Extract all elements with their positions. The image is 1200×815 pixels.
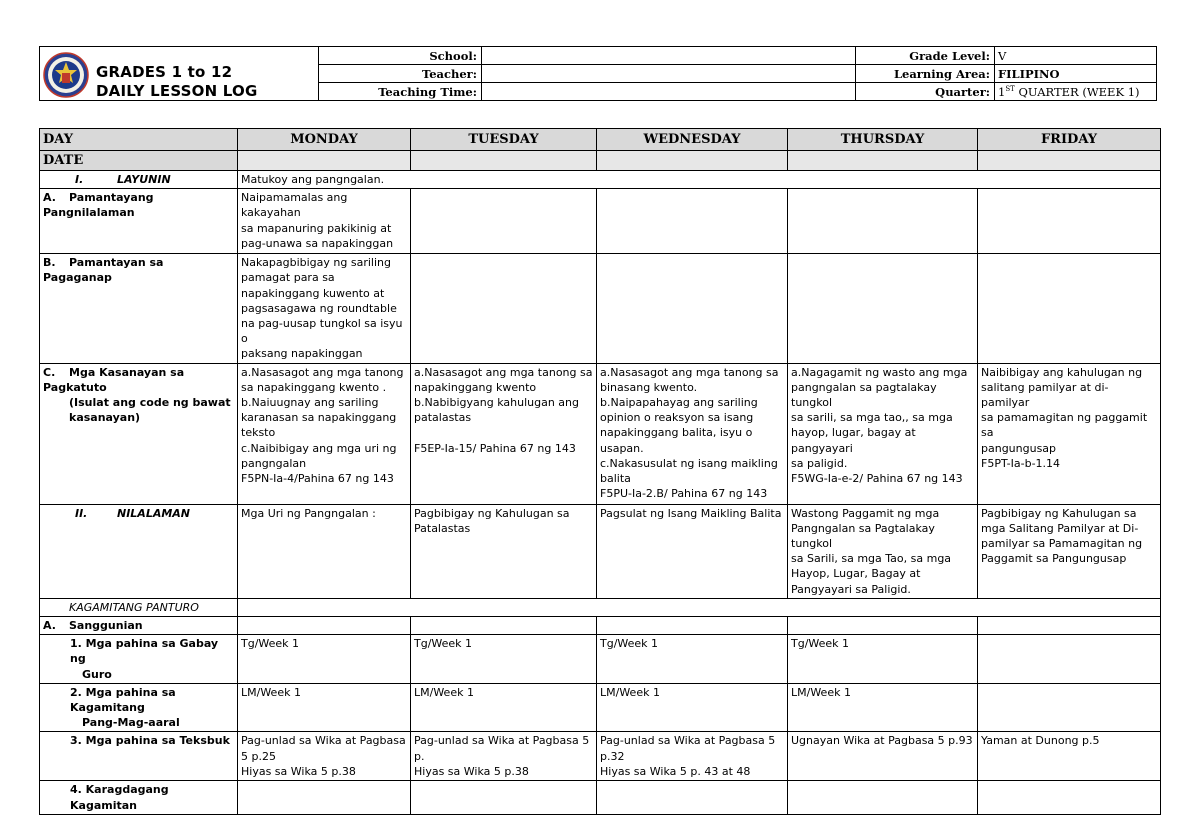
pamantayan-pagganap-monday [238,254,411,363]
pamantayang-pangnilalaman-wednesday [597,189,788,254]
kasanayan-wednesday [597,363,788,504]
cell-line: Pag-unlad sa Wika at Pagbasa 5 [414,734,590,748]
cell-line: F5PN-Ia-4/Pahina 67 ng 143 [241,472,394,486]
karagdagang-row [40,781,1161,814]
kasanayan-tuesday [411,363,597,504]
kagamitang-panturo-row [40,598,1161,616]
cell-line: karanasan sa napakinggang [241,411,397,425]
kasanayan-monday [238,363,411,504]
log-title-grades: GRADES 1 to 12 [96,62,233,81]
karagdagang-monday [238,781,411,814]
cell-line: a.Nasasagot ang mga tanong sa [414,365,593,379]
cell-line: Naipamamalas ang kakayahan [241,191,348,220]
cell-line: 5 p.25 [241,749,276,763]
nilalaman-row [40,504,1161,598]
nilalaman-thursday [788,504,978,598]
sanggunian-tuesday [411,617,597,635]
cell-line: napakinggang kwento [414,380,537,394]
day-label: DAY [40,129,238,151]
cell-line: F5PT-Ia-b-1.14 [981,456,1061,470]
cell-line: p. [414,749,425,763]
karagdagang-label: 4. Karagdagang Kagamitan [40,781,238,814]
cell-line: napakinggang balita, isyu o [600,426,753,440]
date-thursday[interactable] [788,151,978,171]
date-row [40,151,1161,171]
deped-seal-icon [43,52,89,98]
cell-line [414,425,593,440]
cell-line: F5EP-Ia-15/ Pahina 67 ng 143 [414,441,576,455]
layunin-number: I. [75,173,84,186]
cell-line: F5PU-Ia-2.B/ Pahina 67 ng 143 [600,487,768,501]
teacher-label: Teacher: [319,65,482,83]
sanggunian-label [40,617,238,635]
kagamitang-mag-aaral-row [40,683,1161,732]
sanggunian-number: A. [43,619,56,633]
day-tuesday: TUESDAY [411,129,597,151]
teksbuk-wednesday [597,732,788,781]
cell-line: teksto [241,426,276,440]
cell-line: Naibibigay ang kahulugan ng [981,365,1143,379]
cell-line: pangngalan sa pagtalakay tungkol [791,380,937,410]
cell-line: pagsasagawa ng roundtable [241,301,397,315]
cell-line: sa paligid. [791,456,848,470]
sanggunian-friday [978,617,1161,635]
cell-line: c.Naibibigay ang mga uri ng [241,441,397,455]
pamantayang-pangnilalaman-tuesday [411,189,597,254]
grade-level-field[interactable]: V [995,47,1157,65]
cell-line: Patalastas [414,521,471,535]
cell-line: sa sarili, sa mga tao,, sa mga [791,411,953,425]
date-friday[interactable] [978,151,1161,171]
pamantayang-pangnilalaman-row [40,189,1161,254]
cell-line: balita [600,472,631,486]
kagamitang-panturo-value [238,598,1161,616]
kagamitang-mag-aaral-monday: LM/Week 1 [238,683,411,732]
cell-line: Hayop, Lugar, Bagay at [791,567,921,581]
pamantayan-pagganap-label [40,254,238,363]
kasanayan-row [40,363,1161,504]
nilalaman-tuesday [411,504,597,598]
gabay-guro-wednesday: Tg/Week 1 [597,635,788,684]
cell-line: sa pamamagitan ng paggamit sa [981,411,1148,440]
kasanayan-note: kasanayan) [69,411,141,425]
teaching-time-label: Teaching Time: [319,83,482,101]
cell-line: Paggamit sa Pangungusap [981,552,1127,566]
kasanayan-thursday [788,363,978,504]
kagamitang-mag-aaral-tuesday: LM/Week 1 [411,683,597,732]
day-header-row [40,129,1161,151]
karagdagang-thursday [788,781,978,814]
cell-line: mga Salitang Pamilyar at Di- [981,521,1139,535]
day-friday: FRIDAY [978,129,1161,151]
gabay-guro-text: 1. Mga pahina sa Gabay ng [70,637,219,666]
sanggunian-thursday [788,617,978,635]
cell-line: a.Nasasagot ang mga tanong [241,365,404,379]
cell-line: Pag-unlad sa Wika at Pagbasa [241,734,406,748]
cell-line: binasang kwento. [600,380,698,394]
school-label: School: [319,47,482,65]
cell-line: sa napakinggang kwento . [241,380,387,394]
karagdagang-wednesday [597,781,788,814]
school-field[interactable] [482,47,856,65]
nilalaman-friday [978,504,1161,598]
cell-line: Nakapagbibigay ng sariling [241,256,391,270]
sanggunian-row [40,617,1161,635]
grade-level-label: Grade Level: [856,47,995,65]
kagamitang-panturo-label: KAGAMITANG PANTURO [40,598,238,616]
layunin-text: LAYUNIN [117,173,171,186]
cell-line: Pagsulat ng Isang Maikling Balita [600,506,782,520]
cell-line: pangungusap [981,441,1057,455]
cell-line: Pangngalan sa Pagtalakay tungkol [791,521,935,551]
header-table [39,46,1157,101]
date-monday[interactable] [238,151,411,171]
quarter-field[interactable] [995,83,1157,101]
gabay-guro-label [40,635,238,684]
teksbuk-monday [238,732,411,781]
pamantayan-pagganap-row [40,254,1161,363]
cell-line: Yaman at Dunong p.5 [981,734,1100,748]
teksbuk-label: 3. Mga pahina sa Teksbuk [40,732,238,781]
cell-line: Ugnayan Wika at Pagbasa 5 p.93 [791,734,973,748]
cell-line: Hiyas sa Wika 5 p.38 [414,764,529,778]
cell-line: sa mapanuring pakikinig at [241,221,392,235]
gabay-guro-text: Guro [82,667,112,681]
cell-line: pamagat para sa [241,271,335,285]
day-thursday: THURSDAY [788,129,978,151]
learning-area-field[interactable]: FILIPINO [995,65,1157,83]
kagamitang-mag-aaral-thursday: LM/Week 1 [788,683,978,732]
teksbuk-thursday [788,732,978,781]
day-monday: MONDAY [238,129,411,151]
pamantayan-pagganap-text: Pamantayan sa Pagaganap [43,256,164,285]
cell-line: p.32 [600,749,625,763]
pamantayan-pagganap-wednesday [597,254,788,363]
nilalaman-monday [238,504,411,598]
quarter-text: QUARTER (WEEK 1) [1014,84,1140,99]
cell-line: paksang napakinggan [241,347,363,361]
nilalaman-number: II. [75,506,88,520]
kasanayan-note: (Isulat ang code ng bawat [69,396,231,410]
cell-line: na pag-uusap tungkol sa isyu o [241,317,403,346]
quarter-ordinal: ST [1005,84,1015,93]
pamantayang-pangnilalaman-text: Pamantayang Pangnilalaman [43,191,154,220]
kagamitang-mag-aaral-text: 2. Mga pahina sa Kagamitang [70,685,176,715]
kasanayan-friday [978,363,1161,504]
karagdagang-tuesday [411,781,597,814]
cell-line: b.Nabibigyang kahulugan ang [414,396,579,410]
cell-line: b.Naipapahayag ang sariling [600,396,758,410]
cell-line: c.Nakasusulat ng isang maikling [600,456,778,470]
teksbuk-friday [978,732,1161,781]
karagdagang-friday [978,781,1161,814]
cell-line: Wastong Paggamit ng mga [791,506,940,520]
cell-line: pamilyar sa Pamamagitan ng [981,537,1143,551]
lesson-log-table [39,128,1161,815]
pamantayang-pangnilalaman-thursday [788,189,978,254]
gabay-guro-friday [978,635,1161,684]
cell-line: patalastas [414,411,472,425]
nilalaman-text: NILALAMAN [117,506,191,520]
teaching-time-field[interactable] [482,83,856,101]
kagamitang-mag-aaral-label [40,683,238,732]
sanggunian-text: Sanggunian [69,619,143,633]
cell-line: napakinggang kuwento at [241,286,385,300]
title-block [40,47,319,101]
kasanayan-label [40,363,238,504]
pamantayan-pagganap-friday [978,254,1161,363]
gabay-guro-thursday: Tg/Week 1 [788,635,978,684]
nilalaman-label [40,504,238,598]
cell-line: Pagbibigay ng Kahulugan sa [981,506,1137,520]
cell-line: Hiyas sa Wika 5 p. 43 at 48 [600,764,751,778]
kagamitang-mag-aaral-wednesday: LM/Week 1 [597,683,788,732]
gabay-guro-row [40,635,1161,684]
kagamitang-mag-aaral-text: Pang-Mag-aaral [82,716,180,730]
cell-line: sa Sarili, sa mga Tao, sa mga [791,552,952,566]
cell-line: opinion o reaksyon sa isang [600,411,754,425]
layunin-label [40,171,238,189]
cell-line: a.Nasasagot ang mga tanong sa [600,365,779,379]
pamantayang-pangnilalaman-number: A. [43,191,56,205]
cell-line: hayop, lugar, bagay at pangyayari [791,426,916,455]
teksbuk-tuesday [411,732,597,781]
cell-line: pangngalan [241,456,307,470]
cell-line: b.Naiuugnay ang sariling [241,396,379,410]
layunin-monday: Matukoy ang pangngalan. [238,171,1161,189]
kasanayan-number: C. [43,365,56,379]
kagamitang-mag-aaral-friday [978,683,1161,732]
layunin-row [40,171,1161,189]
sanggunian-monday [238,617,411,635]
pamantayan-pagganap-thursday [788,254,978,363]
date-tuesday[interactable] [411,151,597,171]
cell-line: Pag-unlad sa Wika at Pagbasa 5 [600,734,776,748]
cell-line: F5WG-Ia-e-2/ Pahina 67 ng 143 [791,472,963,486]
cell-line: Pagbibigay ng Kahulugan sa [414,506,570,520]
nilalaman-wednesday [597,504,788,598]
gabay-guro-tuesday: Tg/Week 1 [411,635,597,684]
teksbuk-row [40,732,1161,781]
cell-line: usapan. [600,441,644,455]
cell-line: Hiyas sa Wika 5 p.38 [241,764,356,778]
log-title-daily: DAILY LESSON LOG [96,81,258,100]
day-wednesday: WEDNESDAY [597,129,788,151]
learning-area-label: Learning Area: [856,65,995,83]
cell-line: a.Nagagamit ng wasto ang mga [791,365,968,379]
kasanayan-text: Mga Kasanayan sa Pagkatuto [43,365,185,394]
quarter-number: 1 [998,84,1006,99]
date-wednesday[interactable] [597,151,788,171]
sanggunian-wednesday [597,617,788,635]
pamantayan-pagganap-number: B. [43,256,56,270]
teacher-field[interactable] [482,65,856,83]
gabay-guro-monday: Tg/Week 1 [238,635,411,684]
pamantayan-pagganap-tuesday [411,254,597,363]
quarter-label: Quarter: [856,83,995,101]
date-label: DATE [40,151,238,171]
pamantayang-pangnilalaman-friday [978,189,1161,254]
pamantayang-pangnilalaman-monday [238,189,411,254]
cell-line: Pangyayari sa Paligid. [791,582,911,596]
pamantayang-pangnilalaman-label [40,189,238,254]
cell-line: salitang pamilyar at di- pamilyar [981,380,1109,410]
cell-line: pag-unawa sa napakinggan [241,236,394,250]
cell-line: Mga Uri ng Pangngalan : [241,506,376,520]
